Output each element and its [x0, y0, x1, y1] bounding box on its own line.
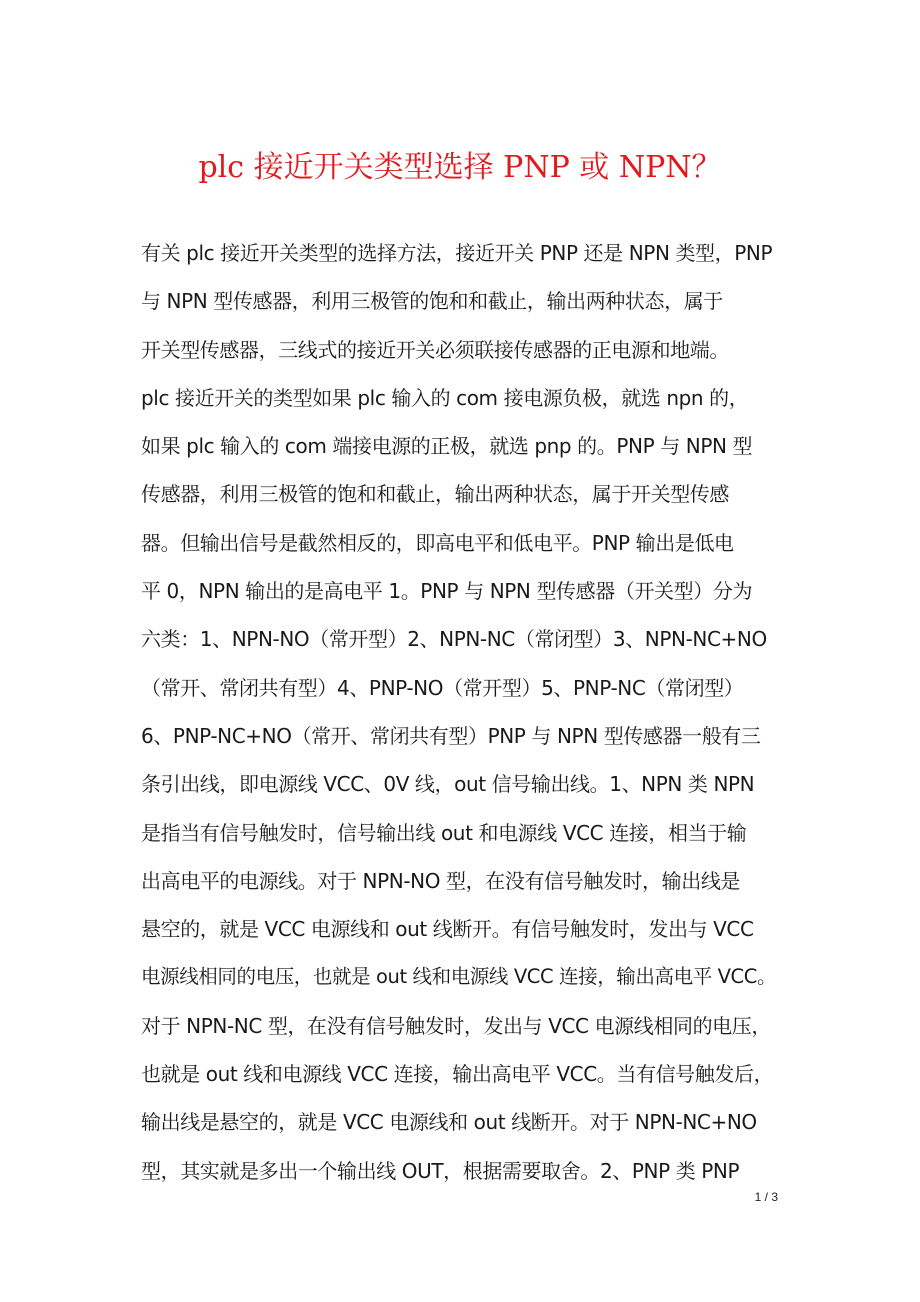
text-line: 如果 plc 输入的 com 端接电源的正极，就选 pnp 的。PNP 与 NPN 型 — [141, 434, 753, 459]
page-number: 1 / 3 — [754, 1190, 778, 1204]
text-line: 六类：1、NPN-NO（常开型）2、NPN-NC（常闭型）3、NPN-NC+NO — [141, 627, 767, 652]
text-line: 型，其实就是多出一个输出线 OUT，根据需要取舍。2、PNP 类 PNP — [141, 1158, 740, 1183]
text-line: 条引出线，即电源线 VCC、0V 线，out 信号输出线。1、NPN 类 NPN — [141, 772, 755, 797]
text-line: 开关型传感器，三线式的接近开关必须联接传感器的正电源和地端。 — [141, 337, 729, 362]
text-line: 悬空的，就是 VCC 电源线和 out 线断开。有信号触发时，发出与 VCC — [141, 917, 754, 942]
text-line: （常开、常闭共有型）4、PNP-NO（常开型）5、PNP-NC（常闭型） — [141, 675, 744, 700]
text-line: 有关 plc 接近开关类型的选择方法，接近开关 PNP 还是 NPN 类型，PNP — [141, 241, 773, 265]
text-line: 平 0，NPN 输出的是高电平 1。PNP 与 NPN 型传感器（开关型）分为 — [141, 579, 753, 604]
document-title: plc 接近开关类型选择 PNP 或 NPN？ — [198, 150, 722, 185]
text-line: 电源线相同的电压，也就是 out 线和电源线 VCC 连接，输出高电平 VCC。 — [141, 965, 777, 989]
text-line: 输出线是悬空的，就是 VCC 电源线和 out 线断开。对于 NPN-NC+NO — [141, 1110, 757, 1135]
text-line: 对于 NPN-NC 型，在没有信号触发时，发出与 VCC 电源线相同的电压， — [141, 1013, 771, 1038]
text-line: 传感器，利用三极管的饱和和截止，输出两种状态，属于开关型传感 — [141, 482, 729, 507]
body-paragraph — [141, 229, 783, 1195]
text-line: plc 接近开关的类型如果 plc 输入的 com 接电源负极，就选 npn 的， — [141, 385, 749, 410]
text-line: 6、PNP-NC+NO（常开、常闭共有型）PNP 与 NPN 型传感器一般有三 — [141, 723, 761, 748]
text-line: 出高电平的电源线。对于 NPN-NO 型，在没有信号触发时，输出线是 — [141, 868, 741, 893]
text-line: 也就是 out 线和电源线 VCC 连接，输出高电平 VCC。当有信号触发后， — [141, 1062, 774, 1087]
text-line: 是指当有信号触发时，信号输出线 out 和电源线 VCC 连接，相当于输 — [141, 820, 747, 845]
text-line: 器。但输出信号是截然相反的，即高电平和低电平。PNP 输出是低电 — [141, 530, 734, 555]
text-line: 与 NPN 型传感器，利用三极管的饱和和截止，输出两种状态，属于 — [141, 289, 723, 314]
